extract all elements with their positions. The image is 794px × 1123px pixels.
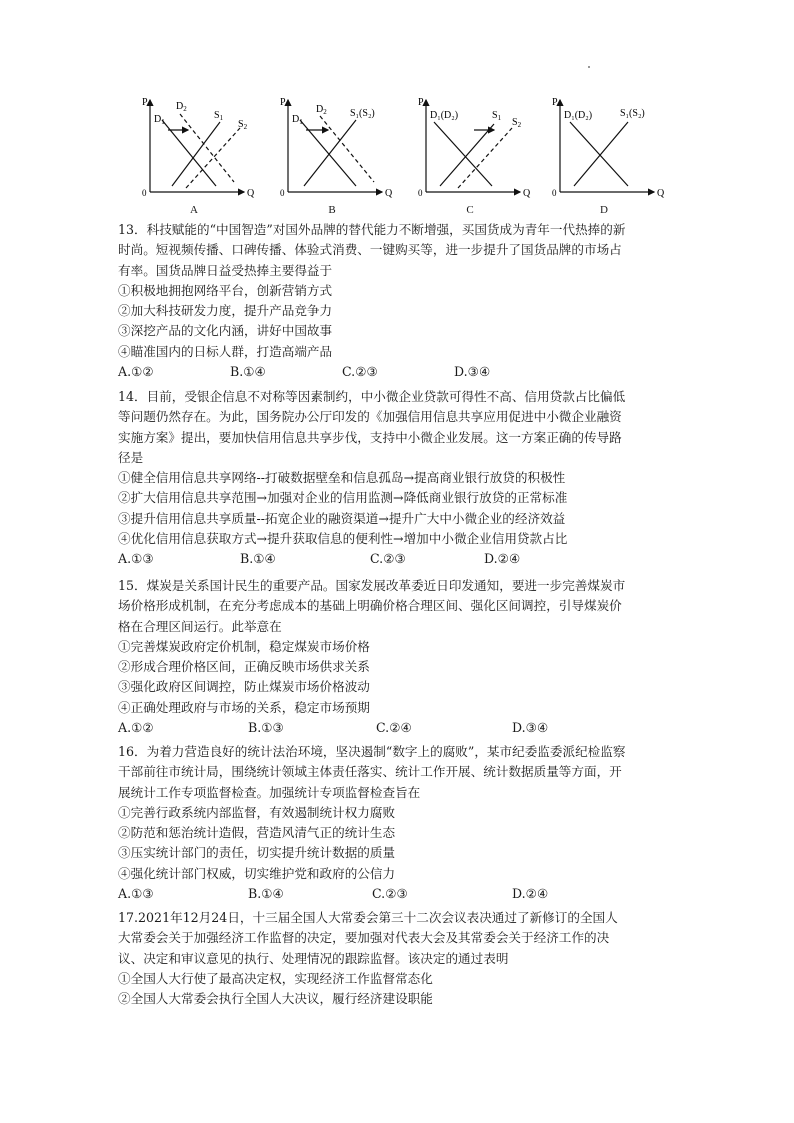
q13-item-4: ④瞄准国内的日标人群，打造高端产品 [118, 343, 333, 359]
q-axis-label: Q [247, 188, 255, 199]
question-16 [118, 742, 678, 904]
label-d1: $D_1$ [292, 114, 303, 126]
q16-stem-line: 干部前往市统计局，围绕统计领域主体责任落实、统计工作开展、统计数据质量等方面，开 [118, 764, 622, 780]
q14-stem-line: 等问题仍然存在。为此，国务院办公厅印发的《加强信用信息共享应用促进中小微企业融资 [118, 409, 622, 425]
question-17 [118, 908, 678, 1009]
q17-stem-line: 议、决定和审议意见的执行、处理情况的跟踪监督。该决定的通过表明 [118, 950, 509, 966]
origin-label: 0 [142, 188, 147, 198]
q13-options [118, 362, 678, 382]
q14-stem-line: 径是 [118, 449, 144, 465]
q13-stem-line: 时尚。短视频传播、口碑传播、体验式消费、一键购买等，进一步提升了国货品牌的市场占 [118, 242, 622, 258]
label-s: S₁(S₂) [620, 108, 645, 119]
demand-curve-d [434, 122, 492, 186]
label-d: D₁(D₂) [564, 110, 593, 121]
q14-item-3: ③提升信用信息共享质量--拓宽企业的融资渠道→提升广大中小微企业的经济效益 [118, 510, 566, 526]
origin-label: 0 [552, 188, 557, 198]
q15-item-4: ④正确处理政府与市场的关系，稳定市场预期 [118, 699, 370, 715]
graph-a-svg [132, 92, 262, 204]
demand-curve-d2 [180, 114, 234, 182]
q15-item-3: ③强化政府区间调控，防止煤炭市场价格波动 [118, 679, 370, 695]
q16-stem-line: 展统计工作专项监督检查。加强统计专项监督检查旨在 [118, 784, 421, 800]
q13-option-a: A.①② [118, 364, 154, 380]
q16-item-3: ③压实统计部门的责任，切实提升统计数据的质量 [118, 845, 396, 861]
label-s2: $S_2$ [512, 117, 522, 129]
q14-stem-line: 实施方案》提出，要加快信用信息共享步伐，支持中小微企业发展。这一方案正确的传导路 [118, 429, 622, 445]
q15-option-b: B.①③ [248, 720, 284, 736]
q16-option-c: C.②③ [372, 886, 408, 902]
graph-c-svg [408, 92, 538, 204]
label-d2: $D_2$ [176, 101, 187, 113]
q16-item-4: ④强化统计部门权威，切实维护党和政府的公信力 [118, 865, 396, 881]
q16-stem-line: 16．为着力营造良好的统计法治环境，坚决遏制“数字上的腐败”，某市纪委监委派纪检监察 [118, 744, 626, 759]
q15-option-a: A.①② [118, 720, 154, 736]
graph-b-svg [270, 92, 400, 204]
graph-d-svg [542, 92, 672, 204]
q16-options [118, 884, 678, 904]
p-axis-label: P [142, 97, 148, 108]
q14-item-4: ④优化信用信息获取方式→提升获取信息的便利性→增加中小微企业信用贷款占比 [118, 531, 568, 547]
origin-label: 0 [418, 188, 423, 198]
label-d: D₁(D₂) [430, 110, 459, 121]
q14-option-c: C.②③ [370, 551, 406, 567]
q13-option-b: B.①④ [230, 364, 266, 380]
q14-item-2: ②扩大信用信息共享范围→加强对企业的信用监测→降低商业银行放贷的正常标准 [118, 490, 568, 506]
q17-item-2: ②全国人大常委会执行全国人大决议，履行经济建设职能 [118, 991, 433, 1007]
q13-item-2: ②加大科技研发力度，提升产品竞争力 [118, 303, 333, 319]
q16-option-b: B.①④ [248, 886, 284, 902]
p-axis-label: P [552, 97, 558, 108]
q15-stem-line: 场价格形成机制，在充分考虑成本的基础上明确价格合理区间、强化区间调控，引导煤炭价 [118, 598, 622, 614]
question-15 [118, 576, 678, 738]
q-axis-label: Q [657, 188, 665, 199]
p-axis-label: P [280, 97, 286, 108]
label-d2: $D_2$ [316, 104, 327, 116]
graph-d-letter: D [600, 204, 608, 216]
q14-option-a: A.①③ [118, 551, 154, 567]
graph-b [270, 92, 400, 220]
graph-d [542, 92, 672, 220]
q15-stem-line: 格在合理区间运行。此举意在 [118, 618, 282, 634]
q14-options [118, 549, 678, 569]
q13-item-1: ①积极地拥抱网络平台，创新营销方式 [118, 282, 333, 298]
label-d1: $D_1$ [154, 114, 165, 126]
scan-speck [588, 66, 590, 68]
graph-a-letter: A [190, 204, 198, 216]
origin-label: 0 [280, 188, 285, 198]
label-s1: $S_1$ [214, 110, 224, 122]
q16-option-d: D.②④ [512, 886, 549, 902]
label-s: S₁(S₂) [350, 108, 375, 119]
p-axis-label: P [418, 97, 424, 108]
q15-stem-line: 15．煤炭是关系国计民生的重要产品。国家发展改革委近日印发通知，要进一步完善煤炭市 [118, 578, 626, 593]
label-s1: $S_1$ [492, 110, 502, 122]
q15-item-2: ②形成合理价格区间，正确反映市场供求关系 [118, 659, 370, 675]
q-axis-label: Q [385, 188, 393, 199]
q15-option-d: D.③④ [512, 720, 549, 736]
q13-option-d: D.③④ [454, 364, 491, 380]
q13-stem-line: 13．科技赋能的“中国智造”对国外品牌的替代能力不断增强，买国货成为青年一代热捧的新 [118, 222, 626, 237]
q14-option-b: B.①④ [240, 551, 276, 567]
label-s2: $S_2$ [238, 119, 248, 131]
question-13 [118, 220, 678, 382]
q14-option-d: D.②④ [484, 551, 521, 567]
q15-option-c: C.②④ [376, 720, 412, 736]
q15-item-1: ①完善煤炭政府定价机制，稳定煤炭市场价格 [118, 638, 370, 654]
q13-item-3: ③深挖产品的文化内涵，讲好中国故事 [118, 323, 333, 339]
supply-curve-s1 [440, 124, 494, 186]
graph-b-letter: B [328, 204, 336, 216]
q13-option-c: C.②③ [342, 364, 378, 380]
q17-stem-line: 17.2021年12月24日，十三届全国人大常委会第三十二次会议表决通过了新修订的全国人 [118, 910, 618, 925]
graph-a [132, 92, 262, 220]
graph-c [408, 92, 538, 220]
q17-stem-line: 大常委会关于加强经济工作监督的决定，要加强对代表大会及其常委会关于经济工作的决 [118, 930, 610, 946]
graph-c-letter: C [466, 204, 474, 216]
supply-curve-s2 [186, 128, 240, 188]
supply-demand-graphs [132, 92, 672, 220]
q14-item-1: ①健全信用信息共享网络--打破数据壁垒和信息孤岛→提高商业银行放贷的积极性 [118, 470, 566, 486]
q13-stem-line: 有率。国货品牌日益受热捧主要得益于 [118, 262, 333, 278]
q16-item-2: ②防范和惩治统计造假，营造风清气正的统计生态 [118, 825, 396, 841]
q16-option-a: A.①③ [118, 886, 154, 902]
question-14 [118, 387, 678, 570]
q17-item-1: ①全国人大行使了最高决定权，实现经济工作监督常态化 [118, 970, 433, 986]
q-axis-label: Q [523, 188, 531, 199]
q15-options [118, 718, 678, 738]
q14-stem-line: 14．目前，受银企信息不对称等因素制约，中小微企业贷款可得性不高、信用贷款占比偏低 [118, 389, 626, 404]
q16-item-1: ①完善行政系统内部监督，有效遏制统计权力腐败 [118, 804, 396, 820]
demand-curve-d2 [320, 116, 374, 182]
